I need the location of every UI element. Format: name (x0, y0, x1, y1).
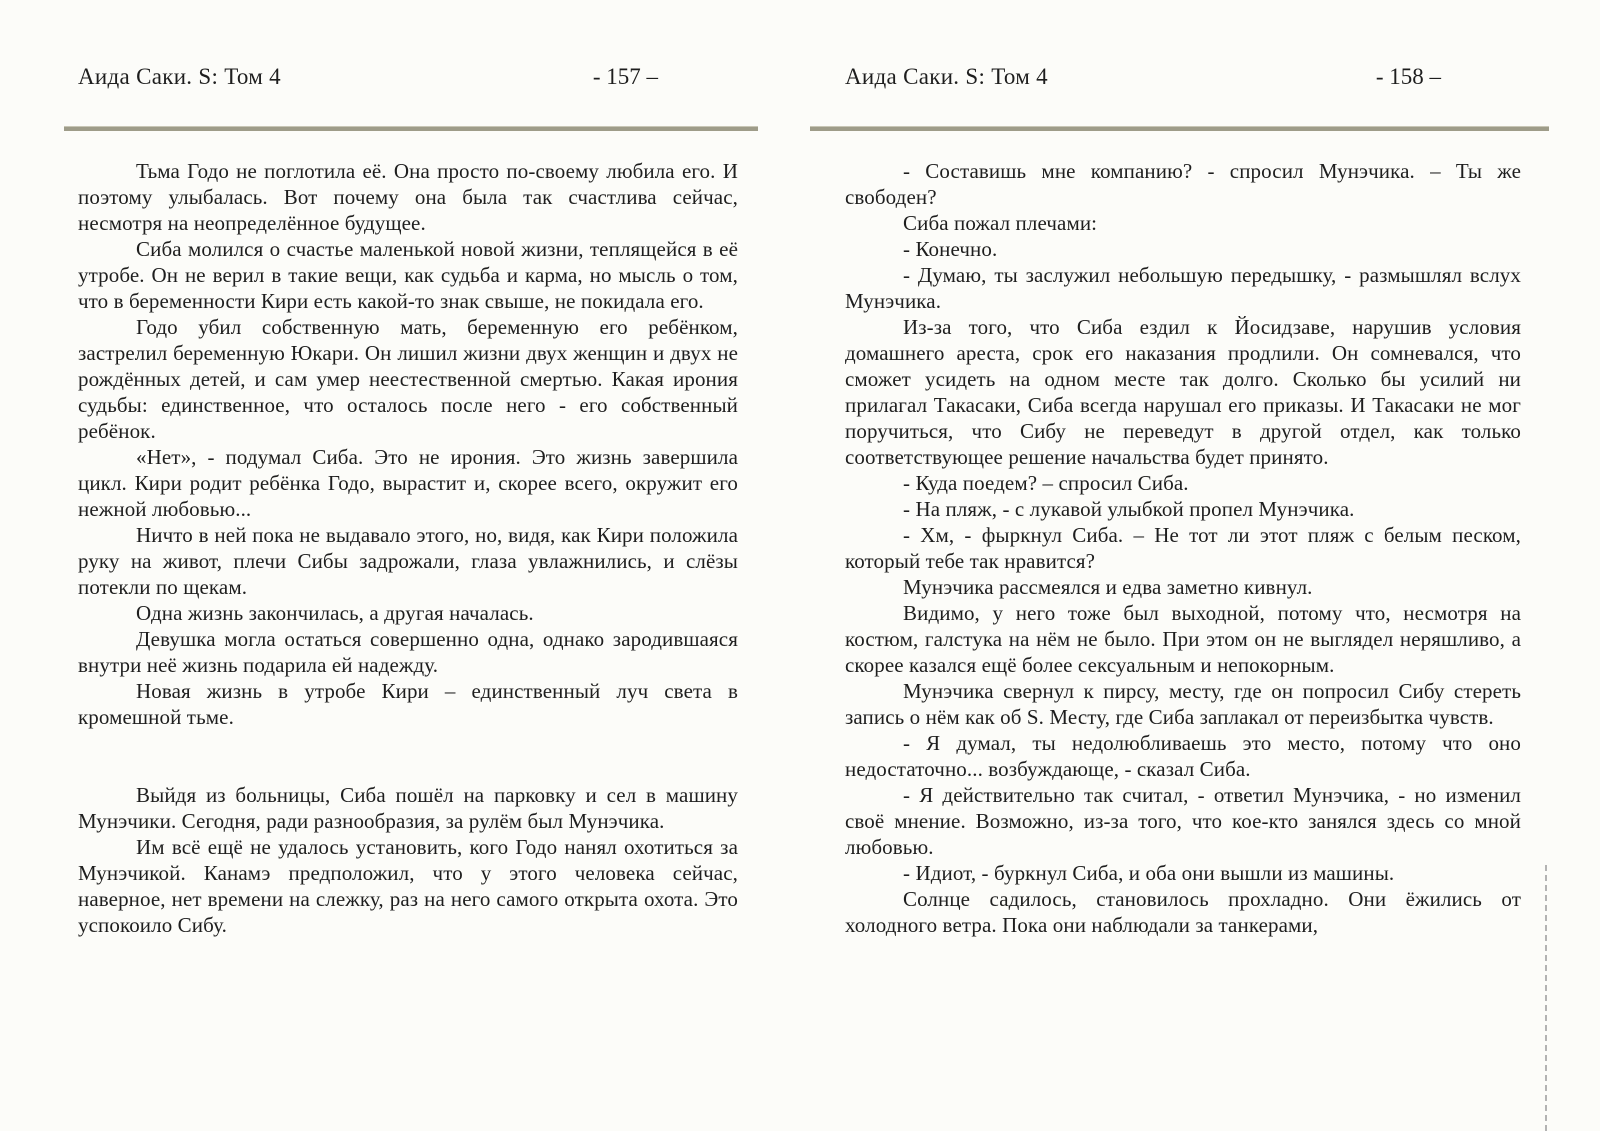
paragraph: Выйдя из больницы, Сиба пошёл на парковку и сел в машину Мунэчики. Сегодня, ради разнообразия, за рулём был Мунэчика. (78, 783, 738, 833)
paragraph: - Я действительно так считал, - ответил Мунэчика, - но изменил своё мнение. Возможно, из-за того, что кое-кто занялся здесь со мной любовью. (845, 783, 1521, 859)
paragraph: Мунэчика рассмеялся и едва заметно кивнул. (903, 575, 1313, 599)
page-number: - 157 – (592, 64, 658, 89)
header-rule-right (810, 126, 1549, 131)
paragraph: - На пляж, - с лукавой улыбкой пропел Мунэчика. (903, 497, 1355, 521)
page-body (845, 158, 1521, 938)
paragraph: - Конечно. (903, 237, 998, 261)
page-number: - 158 – (1375, 64, 1441, 89)
paragraph: - Идиот, - буркнул Сиба, и оба они вышли из машины. (903, 861, 1395, 885)
page-header (845, 0, 1521, 100)
paragraph: Одна жизнь закончилась, а другая началась. (136, 601, 534, 625)
paragraph: - Куда поедем? – спросил Сиба. (903, 471, 1189, 495)
paragraph: Новая жизнь в утробе Кири – единственный луч света в кромешной тьме. (78, 679, 738, 729)
paragraph: - Я думал, ты недолюбливаешь это место, потому что оно недостаточно... возбуждающе, - сказал Сиба. (845, 731, 1521, 781)
paragraph: «Нет», - подумал Сиба. Это не ирония. Это жизнь завершила цикл. Кири родит ребёнка Годо, вырастит и, скорее всего, окружит его нежной любовью... (78, 445, 738, 521)
running-title: Аида Саки. S: Том 4 (78, 64, 281, 89)
paragraph: Девушка могла остаться совершенно одна, однако зародившаяся внутри неё жизнь подарила ей надежду. (78, 627, 738, 677)
paragraph: Из-за того, что Сиба ездил к Йосидзаве, нарушив условия домашнего ареста, срок его наказания продлили. Он сомневался, что сможет усидеть на одном месте так долго. Сколько бы усилий ни прилагал Такасаки, Сиба всегда нарушал его приказы. И Такасаки не мог поручиться, что Сибу не переведут в другой отдел, как только соответствующее решение начальства будет принято. (845, 315, 1521, 469)
paragraph: Солнце садилось, становилось прохладно. Они ёжились от холодного ветра. Пока они наблюдали за танкерами, (845, 887, 1521, 937)
page-157 (78, 0, 738, 937)
paragraph: Мунэчика свернул к пирсу, месту, где он попросил Сибу стереть запись о нём как об S. Месту, где Сиба заплакал от переизбытка чувств. (845, 679, 1521, 729)
paragraph: Им всё ещё не удалось установить, кого Годо нанял охотиться за Мунэчикой. Канамэ предположил, что у этого человека сейчас, наверное, нет времени на слежку, раз на него самого открыта охота. Это успокоило Сибу. (78, 835, 738, 937)
running-title: Аида Саки. S: Том 4 (845, 64, 1048, 89)
page-body (78, 158, 738, 938)
paragraph: Видимо, у него тоже был выходной, потому что, несмотря на костюм, галстука на нём не было. При этом он не выглядел неряшливо, а скорее казался ещё более сексуальным и непокорным. (845, 601, 1521, 677)
page-edge-dashed-line (1545, 865, 1547, 1131)
paragraph: Годо убил собственную мать, беременную его ребёнком, застрелил беременную Юкари. Он лишил жизни двух женщин и двух не рождённых детей, и сам умер неестественной смертью. Какая ирония судьбы: единственное, что осталось после него - его собственный ребёнок. (78, 315, 738, 443)
section-break (78, 730, 738, 782)
paragraph: Тьма Годо не поглотила её. Она просто по-своему любила его. И поэтому улыбалась. Вот почему она была так счастлива сейчас, несмотря на неопределённое будущее. (78, 159, 738, 235)
paragraph: - Хм, - фыркнул Сиба. – Не тот ли этот пляж с белым песком, который тебе так нравится? (845, 523, 1521, 573)
header-rule-left (64, 126, 758, 131)
page-158 (845, 0, 1521, 937)
paragraph: Сиба молился о счастье маленькой новой жизни, теплящейся в её утробе. Он не верил в такие вещи, как судьба и карма, но мысль о том, что в беременности Кири есть какой-то знак свыше, не покидала его. (78, 237, 738, 313)
paragraph: Сиба пожал плечами: (903, 211, 1098, 235)
paragraph: - Думаю, ты заслужил небольшую передышку, - размышлял вслух Мунэчика. (845, 263, 1521, 313)
page-header (78, 0, 738, 100)
paragraph: Ничто в ней пока не выдавало этого, но, видя, как Кири положила руку на живот, плечи Сибы задрожали, глаза увлажнились, и слёзы потекли по щекам. (78, 523, 738, 599)
paragraph: - Составишь мне компанию? - спросил Мунэчика. – Ты же свободен? (845, 159, 1521, 209)
